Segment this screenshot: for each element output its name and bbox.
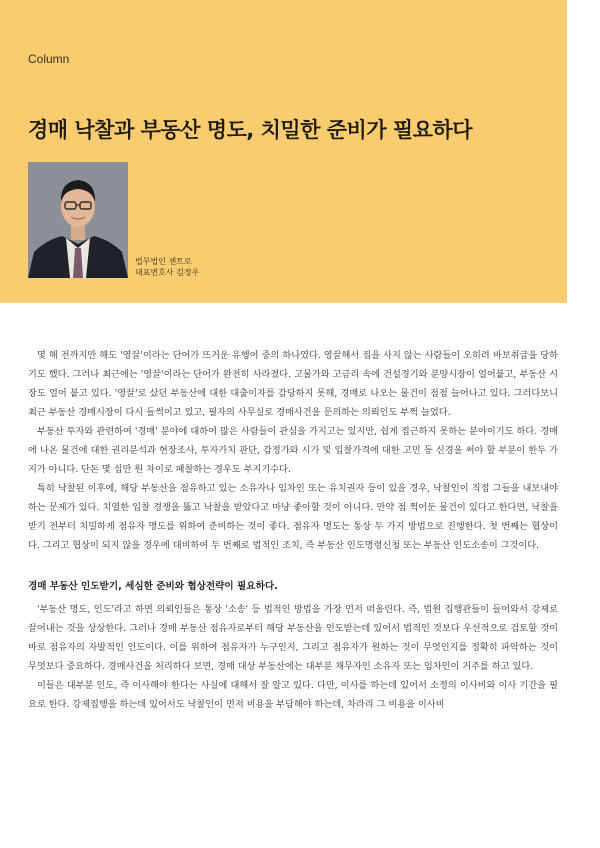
author-portrait-image (28, 162, 128, 278)
section-label: Column (28, 52, 70, 66)
section-subheading: 경매 부동산 인도받기, 세심한 준비와 협상전략이 필요하다. (28, 581, 278, 592)
author-photo (28, 162, 128, 278)
author-info (135, 256, 199, 278)
article-body (28, 346, 558, 714)
author-affiliation: 법무법인 센트로 (135, 257, 192, 266)
paragraph: 부동산 투자와 관련하여 '경매' 분야에 대하여 많은 사람들이 관심을 가지고는 있지만, 쉽게 접근하지 못하는 분야이기도 하다. 경매에 나온 물건에 대한 권리분석과 현장조사, 투자가치 판단, 감정가와 시가 및 입찰가격에 대한 고민 등 신경을 써야 할 부분이 한두 가지가 아니다. 단돈 몇 십만 원 차이로 패찰하는 경우도 부지기수다. (28, 426, 558, 475)
article-title: 경매 낙찰과 부동산 명도, 치밀한 준비가 필요하다 (28, 118, 473, 142)
author-role-name: 대표변호사 김정우 (135, 268, 200, 277)
paragraph: '부동산 명도, 인도'라고 하면 의뢰인들은 통상 '소송' 등 법적인 방법을 가장 먼저 떠올린다. 즉, 법원 집행관들이 들어와서 강제로 끌어내는 것을 상상한다. 그러나 경매 부동산 점유자로부터 해당 부동산을 인도받는데 있어서 법적인 것보다 우선적으로 검토할 것이 바로 점유자의 자발적인 인도이다. 이를 위하여 점유자가 누구인지, 그리고 점유자가 원하는 것이 무엇인지를 정확히 파악하는 것이 무엇보다 중요하다. 경매사건을 처리하다 보면, 경매 대상 부동산에는 대부분 채무자인 소유자 또는 임차인이 거주를 하고 있다. (28, 604, 558, 672)
paragraph: 몇 해 전까지만 해도 '영끌'이라는 단어가 뜨거운 유행어 중의 하나였다. 영끌해서 집을 사지 않는 사람들이 오히려 바보취급을 당하기도 했다. 그러나 최근에는 '영끌'이라는 단어가 완전히 사라졌다. 고물가와 고금리 속에 건설경기와 분양시장이 얼어붙고, 부동산 시장도 얼어 붙고 있다. '영끌'로 샀던 부동산에 대한 대출이자를 감당하지 못해, 경매로 나오는 물건이 점점 늘어나고 있다. 그러다보니 최근 부동산 경매시장이 다시 들썩이고 있고, 필자의 사무실로 경매사건을 문의하는 의뢰인도 부쩍 늘었다. (28, 350, 558, 418)
paragraph: 특히 낙찰된 이후에, 해당 부동산을 점유하고 있는 소유자나 임차인 또는 유치권자 등이 있을 경우, 낙찰인이 직접 그들을 내보내야 하는 문제가 있다. 치열한 입찰 경쟁을 뚫고 낙찰을 받았다고 마냥 좋아할 것이 아니다. 만약 점 찍어둔 물건이 있다고 한다면, 낙찰을 받기 전부터 치밀하게 점유자 명도를 위하여 준비하는 것이 좋다. 점유자 명도는 통상 두 가지 방법으로 진행한다. 첫 번째는 협상이다. 그리고 협상이 되지 않을 경우에 대비하여 두 번째로 법적인 조치, 즉 부동산 인도명령신청 또는 부동산 인도소송이 그것이다. (28, 483, 558, 551)
paragraph: 이들은 대부분 인도, 즉 이사해야 한다는 사실에 대해서 잘 알고 있다. 다만, 이사를 하는데 있어서 소정의 이사비와 이사 기간을 필요로 한다. 강제집행을 하는데 있어서도 낙찰인이 먼저 비용을 부담해야 하는데, 차라리 그 비용을 이사비 (28, 680, 558, 710)
